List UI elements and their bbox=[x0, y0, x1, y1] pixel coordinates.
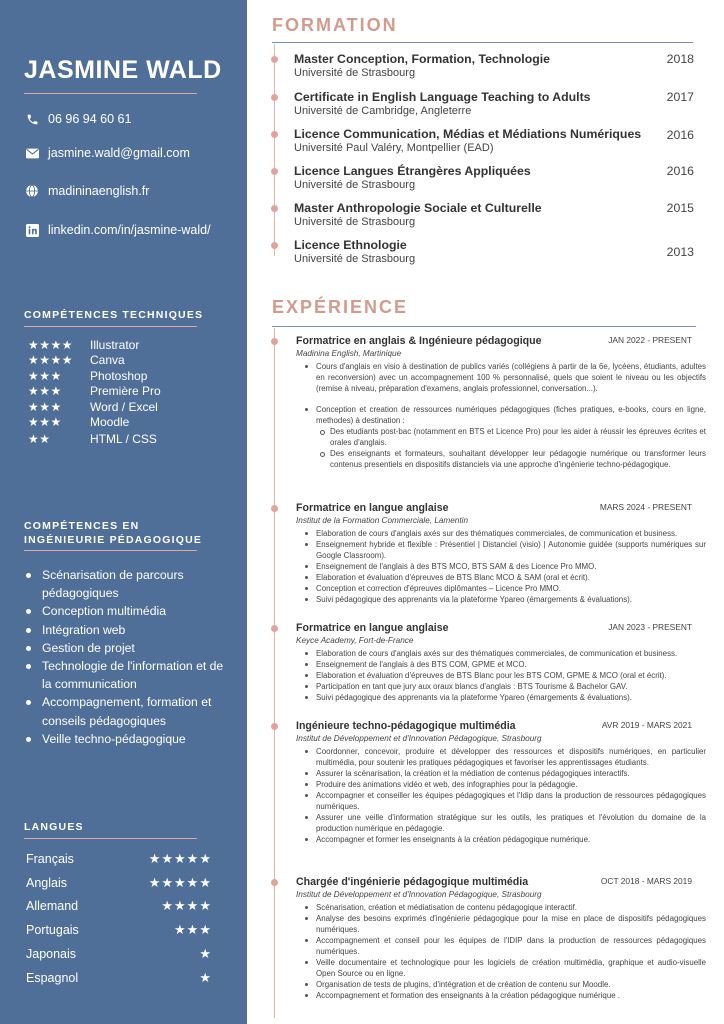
skill-stars: ★★★★ bbox=[28, 352, 74, 367]
skill-label: Moodle bbox=[90, 414, 130, 429]
job-dates: JAN 2022 - PRESENT bbox=[608, 335, 692, 345]
job-bullet: Enseignement de l'anglais à des BTS COM, GPME et MCO. bbox=[296, 659, 706, 670]
job-organization: Institut de Développement et d'Innovation Pédagogique, Strasbourg bbox=[296, 890, 542, 899]
formation-item bbox=[294, 52, 694, 80]
experience-item bbox=[296, 334, 706, 470]
skill-label: Illustrator bbox=[90, 337, 140, 352]
job-bullet: Cours d'anglais en visio à destination de publics variés (collégiens à partir de la 6e, lycéens, étudiants, adultes en reconversion) avec un accompagnement 100 % personnalisé, quels que soient le niveau ou les objectifs (remise à niveau, préparation d'examens, anglais professionnel, conversation...). bbox=[296, 361, 706, 394]
contact-email[interactable] bbox=[24, 144, 190, 162]
job-dates: JAN 2023 - PRESENT bbox=[608, 622, 692, 632]
ped-skill-item: Intégration web bbox=[24, 621, 234, 639]
job-organization: Institut de la Formation Commerciale, Lamentin bbox=[296, 516, 469, 525]
timeline-dot bbox=[271, 505, 278, 512]
formation-item bbox=[294, 127, 694, 155]
timeline-dot bbox=[271, 94, 278, 101]
degree-title: Master Anthropologie Sociale et Culturelle bbox=[294, 201, 542, 215]
name-divider bbox=[24, 93, 197, 94]
job-bullet: Assurer la scénarisation, la création et la médiation de contenus pédagogiques interactifs. bbox=[296, 768, 706, 779]
phone-icon bbox=[24, 111, 40, 127]
ped-skill-item: Gestion de projet bbox=[24, 639, 234, 657]
job-bullet: Accompagner et conseiller les équipes pédagogiques et l'Idip dans la production de ressources pédagogiques numériques. bbox=[296, 790, 706, 812]
language-stars: ★★★★★ bbox=[148, 851, 212, 866]
job-sub-bullet: Des etudiants post-bac (notamment en BTS et Licence Pro) pour les aider à réussir les épreuves écrites et orales d'anglais. bbox=[316, 426, 706, 448]
job-title: Formatrice en anglais & Ingénieure pédagogique bbox=[296, 335, 542, 347]
languages-divider bbox=[24, 838, 197, 839]
degree-title: Licence Langues Étrangères Appliquées bbox=[294, 164, 531, 178]
formation-divider bbox=[272, 42, 693, 43]
timeline-dot bbox=[271, 205, 278, 212]
job-bullet: Elaboration et évaluation d'épreuves de BTS Blanc MCO & SAM (oral et écrit). bbox=[296, 572, 706, 583]
website-url: madininaenglish.fr bbox=[48, 184, 150, 198]
languages-heading: LANGUES bbox=[24, 821, 84, 833]
language-stars: ★★★★ bbox=[161, 898, 212, 913]
school-name: Université de Strasbourg bbox=[294, 67, 416, 79]
skill-stars: ★★★ bbox=[28, 383, 62, 398]
job-dates: MARS 2024 - PRESENT bbox=[599, 502, 692, 512]
language-name: Japonais bbox=[26, 947, 77, 961]
degree-year: 2018 bbox=[666, 52, 694, 66]
timeline-dot bbox=[271, 723, 278, 730]
job-title: Ingénieure techno-pédagogique multimédia bbox=[296, 720, 516, 732]
experience-heading: EXPÉRIENCE bbox=[272, 297, 409, 317]
job-bullet: Elaboration de cours d'anglais axés sur des thématiques commerciales, de communication et business. bbox=[296, 528, 706, 539]
job-bullet: Accompagnement et formation des enseignants à la création pédagogique numérique . bbox=[296, 990, 706, 1001]
job-sub-bullet: Des enseignants et formateurs, souhaitant développer leur pédagogie numérique ou transformer leurs contenus presentiels en dispositifs distanciels via une approche d'ingénierie techno-pédagogique. bbox=[316, 448, 706, 470]
job-bullet bbox=[296, 404, 706, 470]
experience-item bbox=[296, 501, 706, 605]
job-bullet: Suivi pédagogique des apprenants via la plateforme Ypareo (émargements & évaluations). bbox=[296, 594, 706, 605]
skill-stars: ★★ bbox=[28, 431, 51, 446]
language-name: Portugais bbox=[26, 923, 79, 937]
job-bullet: Veille documentaire et technologique pour les logiciels de création multimédia, graphique et audio-visuelle Open Source ou en ligne. bbox=[296, 957, 706, 979]
ped-heading-line1: COMPÉTENCES EN bbox=[24, 520, 140, 532]
school-name: Université de Cambridge, Angleterre bbox=[294, 105, 472, 117]
job-title: Formatrice en langue anglaise bbox=[296, 622, 449, 634]
tech-skill-item bbox=[28, 414, 129, 429]
job-bullets bbox=[296, 648, 706, 703]
degree-title: Master Conception, Formation, Technologie bbox=[294, 52, 550, 66]
experience-item bbox=[296, 875, 706, 1001]
timeline-dot bbox=[271, 242, 278, 249]
language-row bbox=[26, 898, 212, 914]
language-row bbox=[26, 946, 212, 962]
experience-item bbox=[296, 621, 706, 703]
skill-label: Première Pro bbox=[90, 383, 161, 398]
job-bullets bbox=[296, 902, 706, 1001]
ped-skill-item: Conception multimédia bbox=[24, 602, 234, 620]
school-name: Université Paul Valéry, Montpellier (EAD) bbox=[294, 142, 494, 154]
job-sub-bullets bbox=[316, 426, 706, 470]
language-name: Espagnol bbox=[26, 971, 79, 985]
job-bullet: Participation en tant que jury aux oraux blancs d'anglais : BTS Tourisme & Bachelor GAV. bbox=[296, 681, 706, 692]
job-bullet: Organisation de tests de plugins, d'intégration et de création de contenu sur Moodle. bbox=[296, 979, 706, 990]
tech-skill-item bbox=[28, 431, 157, 446]
job-title: Formatrice en langue anglaise bbox=[296, 502, 449, 514]
ped-skills-list bbox=[24, 566, 234, 748]
skill-label: HTML / CSS bbox=[90, 431, 157, 446]
skill-label: Canva bbox=[90, 352, 125, 367]
tech-skill-item bbox=[28, 352, 125, 367]
school-name: Université de Strasbourg bbox=[294, 216, 416, 228]
degree-title: Licence Communication, Médias et Médiations Numériques bbox=[294, 127, 642, 141]
job-bullet: Produire des animations vidéo et web, des infographies pour la pédagogie. bbox=[296, 779, 706, 790]
timeline-dot bbox=[271, 625, 278, 632]
degree-year: 2015 bbox=[666, 201, 694, 215]
job-dates: AVR 2019 - MARS 2021 bbox=[601, 720, 692, 730]
degree-title: Certificate in English Language Teaching to Adults bbox=[294, 90, 591, 104]
degree-year: 2013 bbox=[666, 245, 694, 259]
ped-skill-item: Veille techno-pédagogique bbox=[24, 730, 234, 748]
timeline-dot bbox=[271, 168, 278, 175]
ped-skills-divider bbox=[24, 550, 197, 551]
job-bullet: Analyse des besoins exprimés d'ingénierie pédagogique pour la mise en place de dispositifs pédagogiques numériques. bbox=[296, 913, 706, 935]
email-icon bbox=[24, 145, 40, 161]
language-name: Allemand bbox=[26, 899, 79, 913]
language-row bbox=[26, 851, 212, 867]
job-bullet: Conception et correction d'épreuves diplômantes – Licence Pro MMO. bbox=[296, 583, 706, 594]
formation-item bbox=[294, 201, 694, 229]
job-bullet: Accompagner et former les enseignants à la création pédagogique numérique. bbox=[296, 834, 706, 845]
timeline-dot bbox=[271, 56, 278, 63]
tech-skill-item bbox=[28, 399, 158, 414]
job-bullet: Assurer une veille d'information stratégique sur les outils, les pratiques et l'évolution du domaine de la production numérique en pédagogie. bbox=[296, 812, 706, 834]
language-stars: ★ bbox=[199, 946, 212, 961]
linkedin-url: linkedin.com/in/jasmine-wald/ bbox=[48, 223, 211, 237]
degree-year: 2016 bbox=[666, 164, 694, 178]
language-name: Anglais bbox=[26, 876, 67, 890]
degree-year: 2016 bbox=[666, 128, 694, 142]
job-bullets bbox=[296, 746, 706, 845]
tech-skill-item bbox=[28, 368, 147, 383]
candidate-name: JASMINE WALD bbox=[24, 56, 222, 84]
language-row bbox=[26, 922, 212, 938]
language-row bbox=[26, 875, 212, 891]
experience-item bbox=[296, 719, 706, 845]
timeline-dot bbox=[271, 879, 278, 886]
tech-skills-heading: COMPÉTENCES TECHNIQUES bbox=[24, 309, 204, 321]
job-organization: Madinina English, Martinique bbox=[296, 349, 402, 358]
formation-item bbox=[294, 164, 694, 192]
job-bullets bbox=[296, 361, 706, 470]
degree-year: 2017 bbox=[666, 90, 694, 104]
language-name: Français bbox=[26, 852, 74, 866]
job-bullets bbox=[296, 528, 706, 605]
skill-stars: ★★★★ bbox=[28, 337, 74, 352]
ped-skill-item: Technologie de l'information et de la communication bbox=[24, 657, 234, 693]
sidebar bbox=[0, 0, 247, 1024]
skill-stars: ★★★ bbox=[28, 414, 62, 429]
ped-skill-item: Scénarisation de parcours pédagogiques bbox=[24, 566, 234, 602]
language-stars: ★ bbox=[199, 970, 212, 985]
school-name: Université de Strasbourg bbox=[294, 179, 416, 191]
job-bullet: Enseignement de l'anglais à des BTS MCO, BTS SAM & des Licence Pro MMO. bbox=[296, 561, 706, 572]
skill-stars: ★★★ bbox=[28, 399, 62, 414]
contact-phone[interactable] bbox=[24, 110, 131, 128]
job-organization: Keyce Academy, Fort-de-France bbox=[296, 636, 414, 645]
degree-title: Licence Ethnologie bbox=[294, 238, 407, 252]
job-bullet: Accompagnement et conseil pour les équipes de l'IDIP dans la production de ressources pédagogiques numériques. bbox=[296, 935, 706, 957]
job-bullet: Elaboration de cours d'anglais axés sur des thématiques commerciales, de communication et business. bbox=[296, 648, 706, 659]
skill-stars: ★★★ bbox=[28, 368, 62, 383]
job-bullet: Suivi pédagogique des apprenants via la plateforme Ypareo (émargements & évaluations). bbox=[296, 692, 706, 703]
job-bullet: Coordonner, concevoir, produire et développer des ressources et dispositifs numériques, en particulier multimédia, pour soutenir les pratiques pédagogiques et favoriser les apprentissages étudiants. bbox=[296, 746, 706, 768]
linkedin-icon bbox=[24, 222, 40, 238]
ped-skill-item: Accompagnement, formation et conseils pédagogiques bbox=[24, 693, 234, 729]
experience-timeline bbox=[274, 328, 275, 1018]
language-stars: ★★★ bbox=[174, 922, 212, 937]
job-bullet: Scénarisation, création et médiatisation de contenu pédagogique interactif. bbox=[296, 902, 706, 913]
timeline-dot bbox=[271, 131, 278, 138]
formation-item bbox=[294, 238, 694, 266]
phone-number: 06 96 94 60 61 bbox=[48, 112, 132, 126]
language-stars: ★★★★★ bbox=[148, 875, 212, 890]
job-organization: Institut de Développement et d'Innovation Pédagogique, Strasbourg bbox=[296, 734, 542, 743]
timeline-dot bbox=[271, 338, 278, 345]
contact-website[interactable] bbox=[24, 182, 149, 200]
language-row bbox=[26, 970, 212, 986]
tech-skill-item bbox=[28, 383, 161, 398]
job-title: Chargée d'ingénierie pédagogique multimédia bbox=[296, 876, 529, 888]
contact-linkedin[interactable] bbox=[24, 221, 211, 239]
globe-icon bbox=[24, 183, 40, 199]
email-address: jasmine.wald@gmail.com bbox=[48, 146, 190, 160]
experience-divider bbox=[272, 326, 696, 327]
job-bullet: Elaboration et évaluation d'épreuves de BTS Blanc pour les BTS COM, GPME & MCO (oral et écrit). bbox=[296, 670, 706, 681]
job-bullet: Enseignement hybride et flexible : Présentiel | Distanciel (visio) | Autonomie guidée (supports numériques sur Google Classroom). bbox=[296, 539, 706, 561]
tech-skill-item bbox=[28, 337, 139, 352]
formation-item bbox=[294, 90, 694, 118]
formation-heading: FORMATION bbox=[272, 15, 398, 35]
tech-skills-divider bbox=[24, 326, 197, 327]
ped-skills-heading bbox=[24, 519, 202, 547]
skill-label: Word / Excel bbox=[90, 399, 158, 414]
job-bullet-text: Conception et creation de ressources numériques pédagogiques (fiches pratiques, e-books, cours en ligne, methodes) à destination : bbox=[316, 405, 706, 425]
formation-timeline bbox=[274, 44, 275, 256]
skill-label: Photoshop bbox=[90, 368, 148, 383]
job-dates: OCT 2018 - MARS 2019 bbox=[600, 876, 692, 886]
school-name: Université de Strasbourg bbox=[294, 253, 416, 265]
ped-heading-line2: INGÉNIEURIE PÉDAGOGIQUE bbox=[24, 534, 203, 546]
